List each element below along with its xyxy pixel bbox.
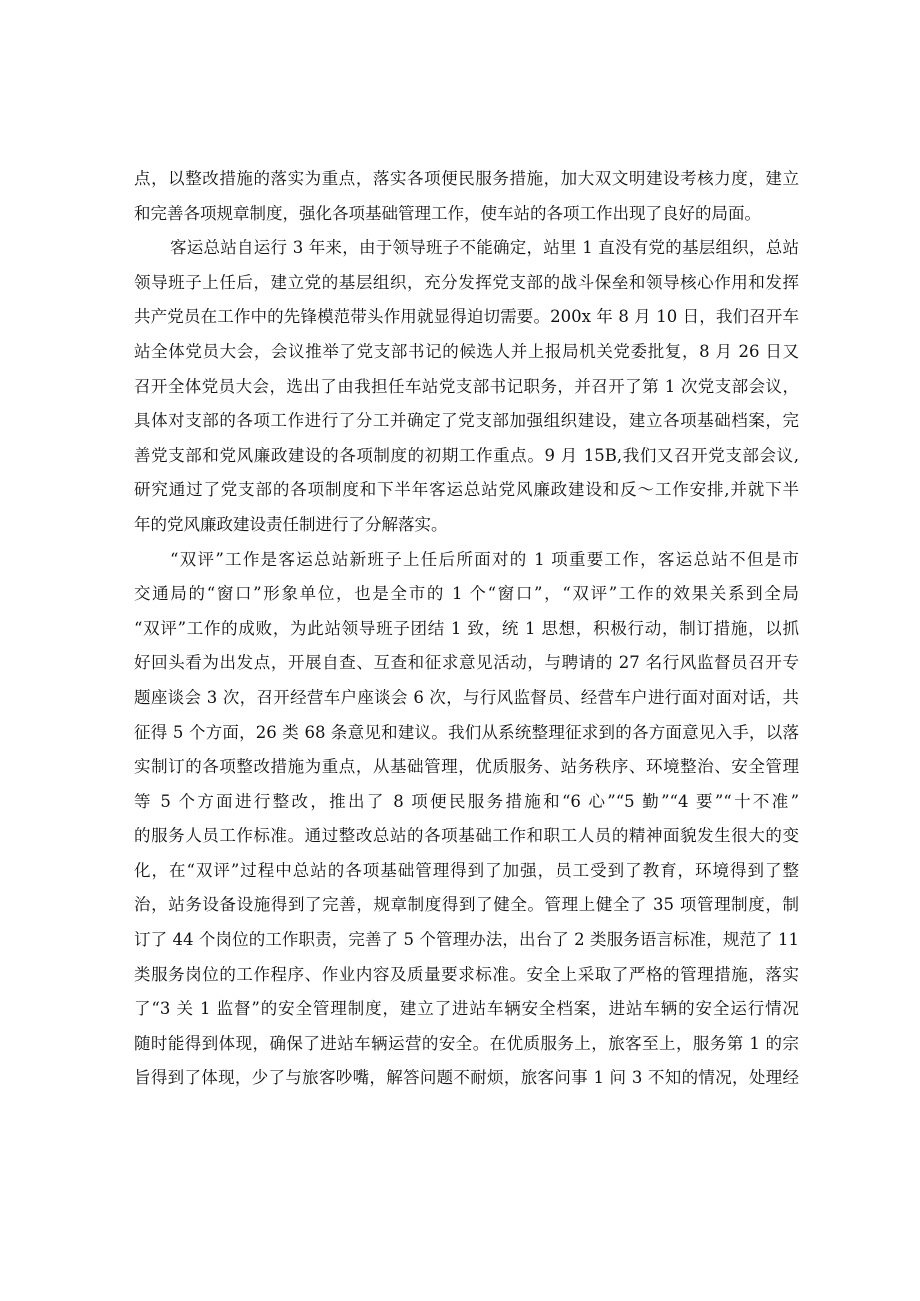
- paragraph-1: [134, 162, 799, 231]
- text-line: 旨得到了体现，少了与旅客吵嘴，解答问题不耐烦，旅客问事 1 问 3 不知的情况，处理经: [134, 1068, 799, 1088]
- document-body: [134, 162, 799, 1096]
- text-line: 治，站务设备设施得到了完善，规章制度得到了健全。管理上健全了 35 项管理制度，制: [134, 895, 799, 915]
- text-line: 年的党风廉政建设责任制进行了分解落实。: [134, 514, 448, 534]
- text-line: 共产党员在工作中的先锋模范带头作用就显得迫切需要。200x 年 8 月 10 日，我们召开车: [134, 307, 799, 327]
- paragraph-3: [134, 543, 799, 1097]
- text-line: 化，在“双评”过程中总站的各项基础管理得到了加强，员工受到了教育，环境得到了整: [134, 860, 799, 880]
- text-line: 客运总站自运行 3 年来，由于领导班子不能确定，站里 1 直没有党的基层组织，总站: [170, 238, 799, 258]
- text-line: 题座谈会 3 次，召开经营车户座谈会 6 次，与行风监督员、经营车户进行面对面对话，共: [134, 687, 799, 707]
- text-line: 站全体党员大会，会议推举了党支部书记的候选人并上报局机关党委批复，8 月 26 日又: [134, 341, 799, 361]
- text-line: 领导班子上任后，建立党的基层组织，充分发挥党支部的战斗保垒和领导核心作用和发挥: [134, 272, 799, 292]
- text-line: 善党支部和党风廉政建设的各项制度的初期工作重点。9 月 15B,我们又召开党支部会议,: [134, 445, 799, 465]
- text-line: 研究通过了党支部的各项制度和下半年客运总站党风廉政建设和反～工作安排,并就下半: [134, 480, 799, 500]
- text-line: 的服务人员工作标准。通过整改总站的各项基础工作和职工人员的精神面貌发生很大的变: [134, 826, 799, 846]
- text-line: 了“3 关 1 监督”的安全管理制度，建立了进站车辆安全档案，进站车辆的安全运行情况: [134, 999, 799, 1019]
- paragraph-2: [134, 231, 799, 542]
- text-line: 等 5 个方面进行整改，推出了 8 项便民服务措施和“6 心”“5 勤”“4 要”“十不准”: [134, 791, 799, 811]
- text-line: 随时能得到体现，确保了进站车辆运营的安全。在优质服务上，旅客至上，服务第 1 的宗: [134, 1033, 799, 1053]
- text-line: 订了 44 个岗位的工作职责，完善了 5 个管理办法，出台了 2 类服务语言标准，规范了 11: [134, 930, 799, 950]
- text-line: 召开全体党员大会，选出了由我担任车站党支部书记职务，并召开了第 1 次党支部会议，: [134, 376, 799, 396]
- text-line: 交通局的“窗口”形象单位，也是全市的 1 个“窗口”，“双评”工作的效果关系到全局: [134, 584, 799, 604]
- text-line: 好回头看为出发点，开展自查、互查和征求意见活动，与聘请的 27 名行风监督员召开专: [134, 653, 799, 673]
- text-line: “双评”工作的成败，为此站领导班子团结 1 致，统 1 思想，积极行动，制订措施，以抓: [134, 618, 799, 638]
- text-line: 征得 5 个方面，26 类 68 条意见和建议。我们从系统整理征求到的各方面意见入手，以落: [134, 722, 799, 742]
- text-line: 类服务岗位的工作程序、作业内容及质量要求标准。安全上采取了严格的管理措施，落实: [134, 964, 799, 984]
- text-line: “双评”工作是客运总站新班子上任后所面对的 1 项重要工作，客运总站不但是市: [170, 549, 799, 569]
- text-line: 实制订的各项整改措施为重点，从基础管理，优质服务、站务秩序、环境整治、安全管理: [134, 757, 799, 777]
- text-line: 和完善各项规章制度，强化各项基础管理工作，使车站的各项工作出现了良好的局面。: [134, 203, 761, 223]
- text-line: 点，以整改措施的落实为重点，落实各项便民服务措施，加大双文明建设考核力度，建立: [134, 169, 799, 188]
- text-line: 具体对支部的各项工作进行了分工并确定了党支部加强组织建设，建立各项基础档案，完: [134, 411, 799, 431]
